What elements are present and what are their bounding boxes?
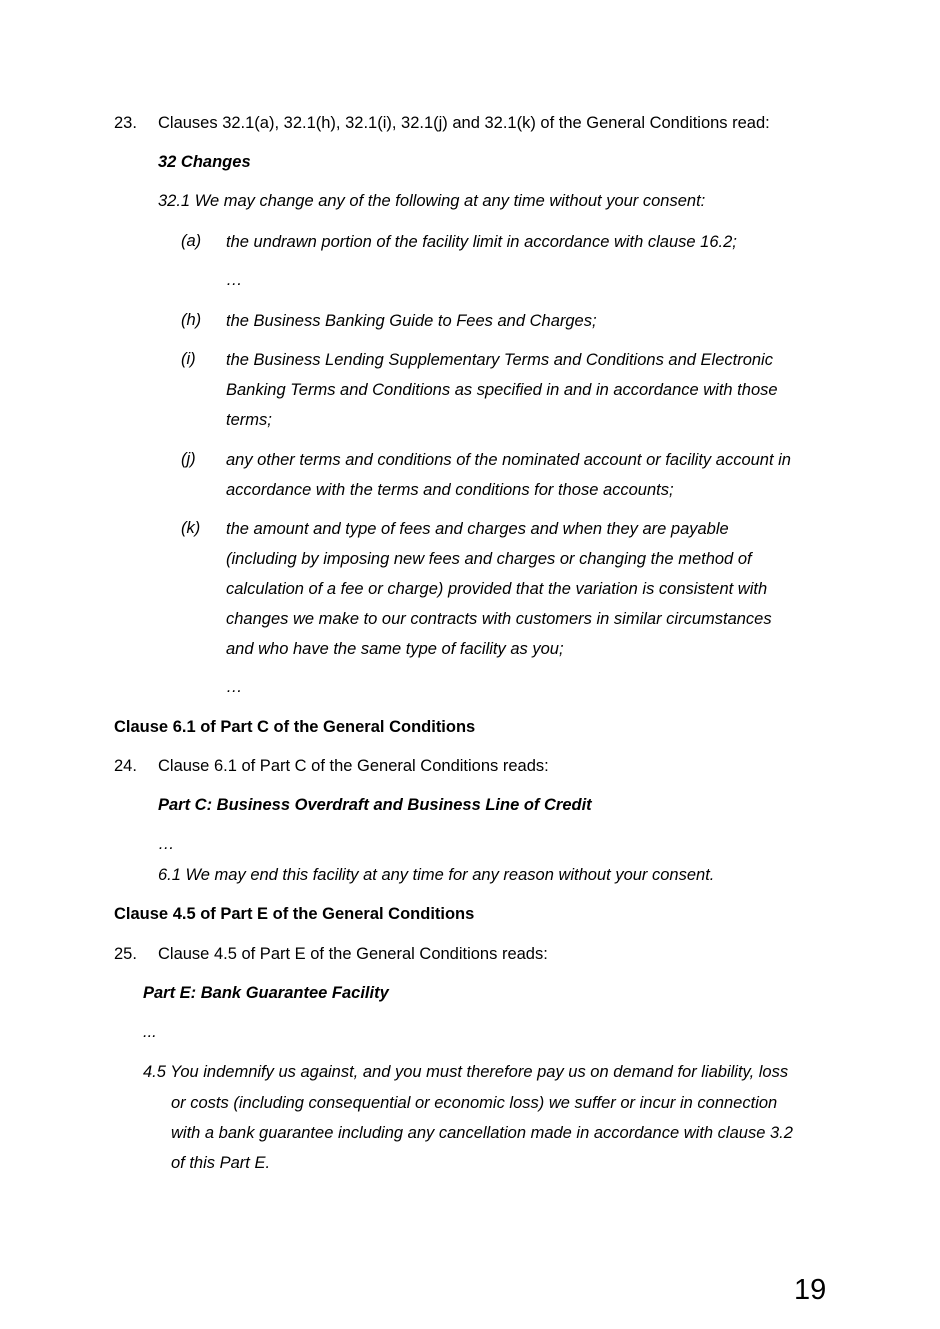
paragraph-number-25: 25. <box>114 945 137 963</box>
ellipsis-3: … <box>158 835 175 853</box>
item-i-label: (i) <box>181 350 196 368</box>
item-j-line: any other terms and conditions of the nominated account or facility account in <box>226 451 791 469</box>
paragraph-23-intro: Clauses 32.1(a), 32.1(h), 32.1(i), 32.1(j) and 32.1(k) of the General Conditions read: <box>158 114 770 132</box>
paragraph-25-intro: Clause 4.5 of Part E of the General Conditions reads: <box>158 945 548 963</box>
item-a-label: (a) <box>181 232 202 250</box>
part-e-heading: Part E: Bank Guarantee Facility <box>143 984 389 1002</box>
ellipsis-4: ... <box>143 1023 157 1041</box>
item-k-line: the amount and type of fees and charges and when they are payable <box>226 520 729 538</box>
section-heading-clause-4-5: Clause 4.5 of Part E of the General Conditions <box>114 905 475 923</box>
clause-32-1-lead: 32.1 We may change any of the following at any time without your consent: <box>158 192 706 210</box>
item-j-label: (j) <box>181 450 196 468</box>
paragraph-24-intro: Clause 6.1 of Part C of the General Conditions reads: <box>158 757 549 775</box>
item-h-line: the Business Banking Guide to Fees and Charges; <box>226 312 597 330</box>
item-i-text <box>226 345 778 435</box>
item-k-line: calculation of a fee or charge) provided that the variation is consistent with <box>226 580 768 598</box>
clause-4-5-line-1: 4.5 You indemnify us against, and you must therefore pay us on demand for liability, loss <box>143 1063 789 1081</box>
part-c-heading: Part C: Business Overdraft and Business Line of Credit <box>158 796 592 814</box>
page-number: 19 <box>794 1274 827 1306</box>
ellipsis-2: … <box>226 678 243 696</box>
item-a-text <box>226 227 737 257</box>
clause-4-5-line: or costs (including consequential or economic loss) we suffer or incur in connection <box>171 1094 778 1112</box>
ellipsis-1: … <box>226 271 243 289</box>
paragraph-number-23: 23. <box>114 114 137 132</box>
clause-4-5-continuation <box>171 1088 793 1178</box>
item-k-label: (k) <box>181 519 201 537</box>
item-a-line: the undrawn portion of the facility limit in accordance with clause 16.2; <box>226 233 737 251</box>
item-h-text <box>226 306 597 336</box>
clause-4-5-line: with a bank guarantee including any cancellation made in accordance with clause 3.2 <box>171 1124 793 1142</box>
clause-32-heading: 32 Changes <box>158 153 251 171</box>
item-k-line: changes we make to our contracts with customers in similar circumstances <box>226 610 772 628</box>
item-i-line: terms; <box>226 411 272 429</box>
item-j-text <box>226 445 791 505</box>
item-k-line: and who have the same type of facility as you; <box>226 640 564 658</box>
paragraph-number-24: 24. <box>114 757 137 775</box>
item-k-text <box>226 514 772 664</box>
item-i-line: Banking Terms and Conditions as specified in and in accordance with those <box>226 381 778 399</box>
item-j-line: accordance with the terms and conditions for those accounts; <box>226 481 674 499</box>
item-i-line: the Business Lending Supplementary Terms and Conditions and Electronic <box>226 351 773 369</box>
item-h-label: (h) <box>181 311 202 329</box>
section-heading-clause-6-1: Clause 6.1 of Part C of the General Conditions <box>114 718 476 736</box>
clause-6-1-text: 6.1 We may end this facility at any time for any reason without your consent. <box>158 866 715 884</box>
clause-4-5-line: of this Part E. <box>171 1154 271 1172</box>
item-k-line: (including by imposing new fees and charges or changing the method of <box>226 550 752 568</box>
